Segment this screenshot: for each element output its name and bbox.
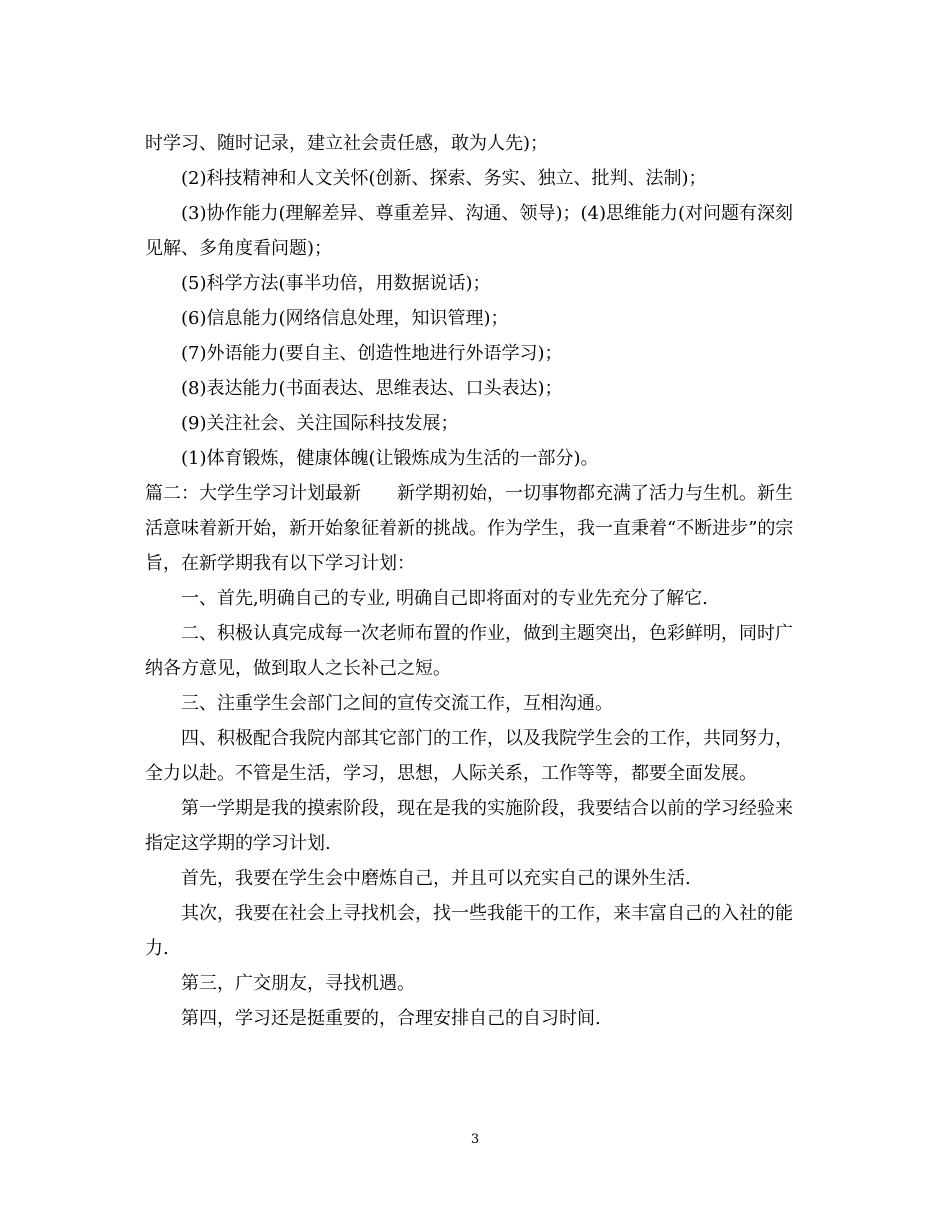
paragraph: (8)表达能力(书面表达、思维表达、口头表达)； bbox=[181, 378, 563, 399]
paragraph: 首先，我要在学生会中磨炼自己，并且可以充实自己的课外生活. bbox=[181, 868, 691, 889]
paragraph: (5)科学方法(事半功倍，用数据说话)； bbox=[181, 273, 491, 294]
paragraph: 第四，学习还是挺重要的，合理安排自己的自习时间. bbox=[181, 1008, 601, 1029]
paragraph: 四、积极配合我院内部其它部门的工作，以及我院学生会的工作，共同努力，全力以赴。不管是生活，学习，思想，人际关系，工作等等，都要全面发展。 bbox=[145, 728, 793, 784]
paragraph: 第三，广交朋友，寻找机遇。 bbox=[181, 973, 415, 994]
paragraph: (3)协作能力(理解差异、尊重差异、沟通、领导)；(4)思维能力(对问题有深刻见解、多角度看问题)； bbox=[145, 203, 794, 259]
page-number: 3 bbox=[470, 1132, 480, 1147]
paragraph: (1)体育锻炼，健康体魄(让锻炼成为生活的一部分)。 bbox=[181, 448, 599, 469]
paragraph: 一、首先,明确自己的专业, 明确自己即将面对的专业先充分了解它. bbox=[181, 588, 708, 609]
paragraph: (9)关注社会、关注国际科技发展； bbox=[181, 413, 459, 434]
paragraph: 三、注重学生会部门之间的宣传交流工作，互相沟通。 bbox=[181, 693, 613, 714]
paragraph: (2)科技精神和人文关怀(创新、探索、务实、独立、批判、法制)； bbox=[181, 168, 707, 189]
paragraph: 时学习、随时记录，建立社会责任感，敢为人先)； bbox=[145, 133, 549, 154]
paragraph: (6)信息能力(网络信息处理，知识管理)； bbox=[181, 308, 509, 329]
document-body bbox=[145, 126, 810, 1036]
section-heading-paragraph: 篇二：大学生学习计划最新 新学期初始，一切事物都充满了活力与生机。新生活意味着新开始，新开始象征着新的挑战。作为学生，我一直秉着“不断进步”的宗旨，在新学期我有以下学习计划： bbox=[145, 483, 794, 574]
paragraph: 其次，我要在社会上寻找机会，找一些我能干的工作，来丰富自己的入社的能力. bbox=[145, 903, 793, 959]
paragraph: 第一学期是我的摸索阶段，现在是我的实施阶段，我要结合以前的学习经验来指定这学期的学习计划. bbox=[145, 798, 793, 854]
paragraph: 二、积极认真完成每一次老师布置的作业，做到主题突出，色彩鲜明，同时广纳各方意见，做到取人之长补己之短。 bbox=[145, 623, 793, 679]
paragraph: (7)外语能力(要自主、创造性地进行外语学习)； bbox=[181, 343, 563, 364]
